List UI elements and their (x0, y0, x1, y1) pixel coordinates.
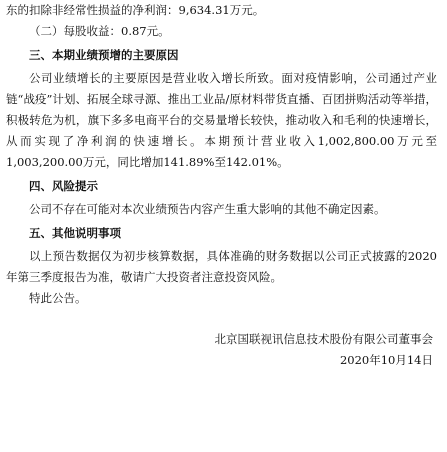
signature-company: 北京国联视讯信息技术股份有限公司董事会 (214, 332, 433, 346)
section-5-body: 以上预告数据仅为初步核算数据，具体准确的财务数据以公司正式披露的2020年第三季度报告为准，敬请广大投资者注意投资风险。 (6, 249, 437, 284)
section-4-body: 公司不存在可能对本次业绩预告内容产生重大影响的其他不确定因素。 (29, 202, 386, 216)
section-3-body: 公司业绩增长的主要原因是营业收入增长所致。面对疫情影响，公司通过产业链“战疫”计划、拓展全球寻源、推出工业品/原材料带货直播、百团拼购活动等举措，积极转危为机，旗下多多电商平台的交易量增长较快，推动收入和毛利的快速增长，从而实现了净利润的快速增长。本期预计营业收入1,002,800.00万元至1,003,200.00万元，同比增加141.89%至142.01%。 (6, 71, 437, 169)
eps-line: （二）每股收益：0.87元。 (29, 24, 170, 38)
section-4-heading: 四、风险提示 (29, 179, 98, 193)
spacer (6, 309, 437, 329)
signature-date: 2020年10月14日 (339, 353, 433, 367)
section-5-heading: 五、其他说明事项 (29, 226, 121, 240)
closing-line: 特此公告。 (29, 291, 87, 305)
net-profit-line: 东的扣除非经常性损益的净利润：9,634.31万元。 (6, 3, 265, 17)
section-3-heading: 三、本期业绩预增的主要原因 (29, 48, 179, 62)
